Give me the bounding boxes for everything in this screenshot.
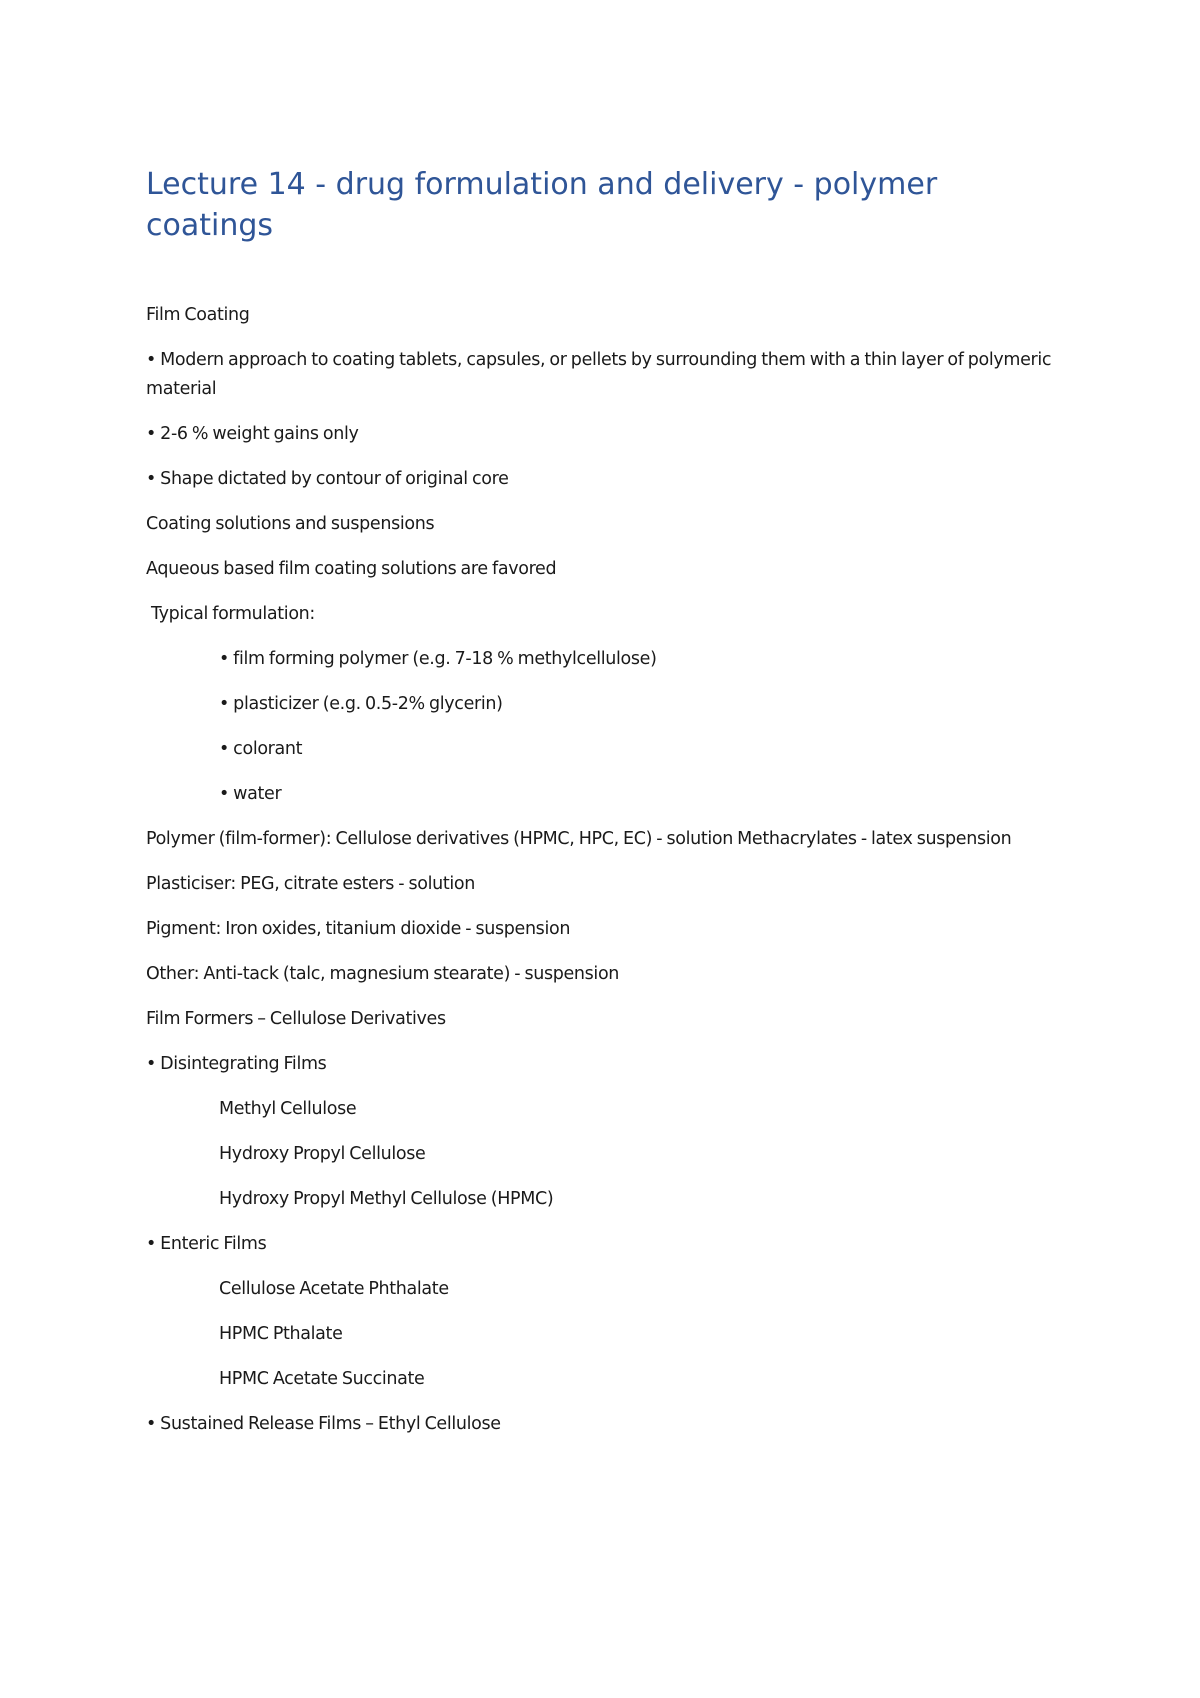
bullet-water: • water (219, 784, 282, 804)
paragraph-aqueous-based: Aqueous based film coating solutions are favored (146, 559, 557, 579)
document-body (146, 301, 1066, 1439)
paragraph-other-anti-tack: Other: Anti-tack (talc, magnesium stearate) - suspension (146, 964, 620, 984)
paragraph-plasticiser: Plasticiser: PEG, citrate esters - solution (146, 874, 475, 894)
section-heading-film-formers: Film Formers – Cellulose Derivatives (146, 1009, 446, 1029)
bullet-shape-dictated: • Shape dictated by contour of original core (146, 469, 509, 489)
item-hydroxy-propyl-cellulose: Hydroxy Propyl Cellulose (219, 1144, 426, 1164)
bullet-modern-approach: • Modern approach to coating tablets, capsules, or pellets by surrounding them with a thin layer of polymeric material (146, 350, 1052, 399)
item-hpmc-pthalate: HPMC Pthalate (219, 1324, 343, 1344)
bullet-colorant: • colorant (219, 739, 303, 759)
bullet-enteric-films: • Enteric Films (146, 1234, 267, 1254)
bullet-film-forming-polymer: • film forming polymer (e.g. 7-18 % methylcellulose) (219, 649, 657, 669)
bullet-sustained-release-films: • Sustained Release Films – Ethyl Cellulose (146, 1414, 501, 1434)
item-hpmc-acetate-succinate: HPMC Acetate Succinate (219, 1369, 425, 1389)
bullet-plasticizer: • plasticizer (e.g. 0.5-2% glycerin) (219, 694, 503, 714)
item-hpmc: Hydroxy Propyl Methyl Cellulose (HPMC) (219, 1189, 554, 1209)
paragraph-typical-formulation: Typical formulation: (151, 604, 315, 624)
item-cellulose-acetate-phthalate: Cellulose Acetate Phthalate (219, 1279, 449, 1299)
section-heading-film-coating: Film Coating (146, 305, 250, 325)
bullet-weight-gains: • 2-6 % weight gains only (146, 424, 359, 444)
document-title: Lecture 14 - drug formulation and delivery - polymer coatings (146, 167, 938, 243)
paragraph-pigment: Pigment: Iron oxides, titanium dioxide - suspension (146, 919, 571, 939)
item-methyl-cellulose: Methyl Cellulose (219, 1099, 357, 1119)
bullet-disintegrating-films: • Disintegrating Films (146, 1054, 327, 1074)
paragraph-polymer-film-former: Polymer (film-former): Cellulose derivatives (HPMC, HPC, EC) - solution Methacrylates - latex suspension (146, 829, 1012, 849)
document-page (146, 164, 1066, 1455)
section-heading-coating-solutions: Coating solutions and suspensions (146, 514, 435, 534)
